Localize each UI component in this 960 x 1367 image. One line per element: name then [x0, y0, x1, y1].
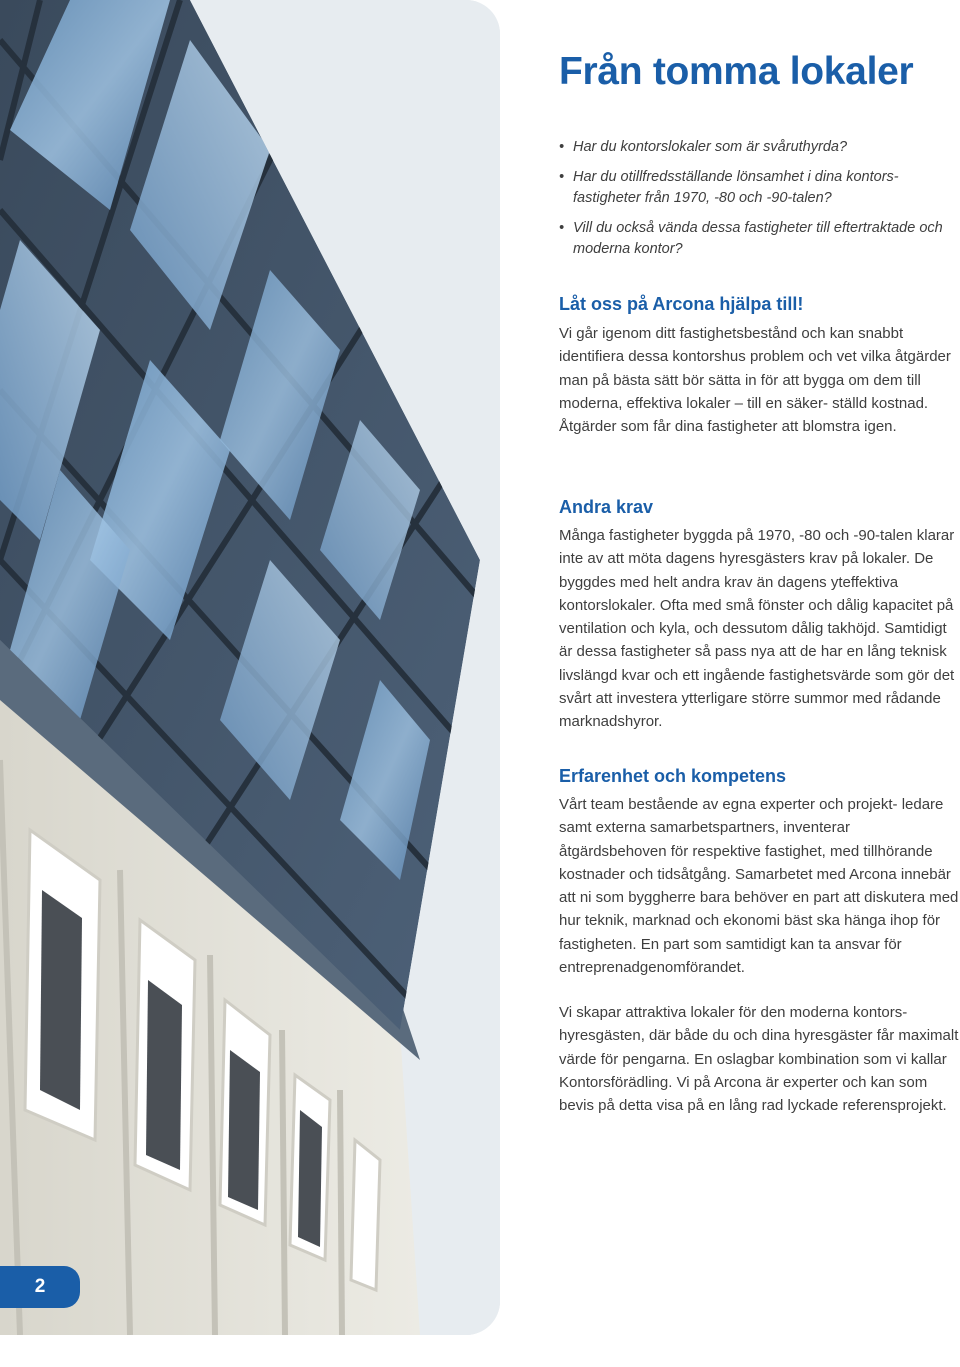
erfarenhet-paragraph: Vårt team bestående av egna experter och projekt- ledare samt externa samarbetspartners, inventerar åtgärdsbehoven för respektive fastighet, med tillhörande kostnader och tidsåtgång. Samarbetet med Arcona innebär att ni som byggherre bara behöver en part att diskutera med hur teknik, marknad och ekonomi bäst ska hänga ihop för fastigheten. En part som samtidigt kan ta ansvar för entreprenadgenomförandet.: [559, 796, 959, 977]
page-title: Från tomma lokaler: [559, 50, 914, 93]
closing-paragraph: Vi skapar attraktiva lokaler för den moderna kontors- hyresgästen, där både du och dina hyresgäster får maximalt värde för pengarna. En oslagbar kombination som vi kallar Kontorsförädling. Vi på Arcona är experter och kan som bevis på detta visa på en lång rad lyckade referensprojekt.: [559, 1004, 959, 1115]
bullet-item: • Vill du också vända dessa fastigheter till eftertraktade och moderna kontor?: [559, 218, 951, 260]
bullet-item: • Har du otillfredsställande lönsamhet i dina kontors- fastigheter från 1970, -80 och -90-talen?: [559, 167, 951, 209]
bullet-list: [559, 137, 951, 269]
andra-krav-paragraph: Många fastigheter byggda på 1970, -80 och -90-talen klarar inte av att möta dagens hyresgästers krav på lokaler. De byggdes med helt andra krav än dagens yteffektiva kontorslokaler. Ofta med små fönster och dålig kapacitet på ventilation och kyla, och dessutom dålig takhöjd. Samtidigt är dessa fastigheter så pass nya att de har en lång teknisk livslängd kvar och ett ingående fastighetsvärde som gör det svårt att investera ytterligare större summor med rådande marknadshyror.: [559, 527, 955, 731]
intro-paragraph: Vi går igenom ditt fastighetsbestånd och kan snabbt identifiera dessa kontorshus problem och vet vilka åtgärder man på bästa sätt bör sätta in för att bygga om dem till moderna, effektiva lokaler – till en säker- ställd kostnad. Åtgärder som får dina fastigheter att blomstra igen.: [559, 325, 951, 436]
intro-heading: Låt oss på Arcona hjälpa till!: [559, 294, 804, 314]
andra-krav-heading: Andra krav: [559, 497, 654, 517]
bullet-item: • Har du kontorslokaler som är svåruthyrda?: [559, 137, 951, 158]
page-number-badge: 2: [0, 1266, 80, 1308]
erfarenhet-heading: Erfarenhet och kompetens: [559, 766, 787, 786]
